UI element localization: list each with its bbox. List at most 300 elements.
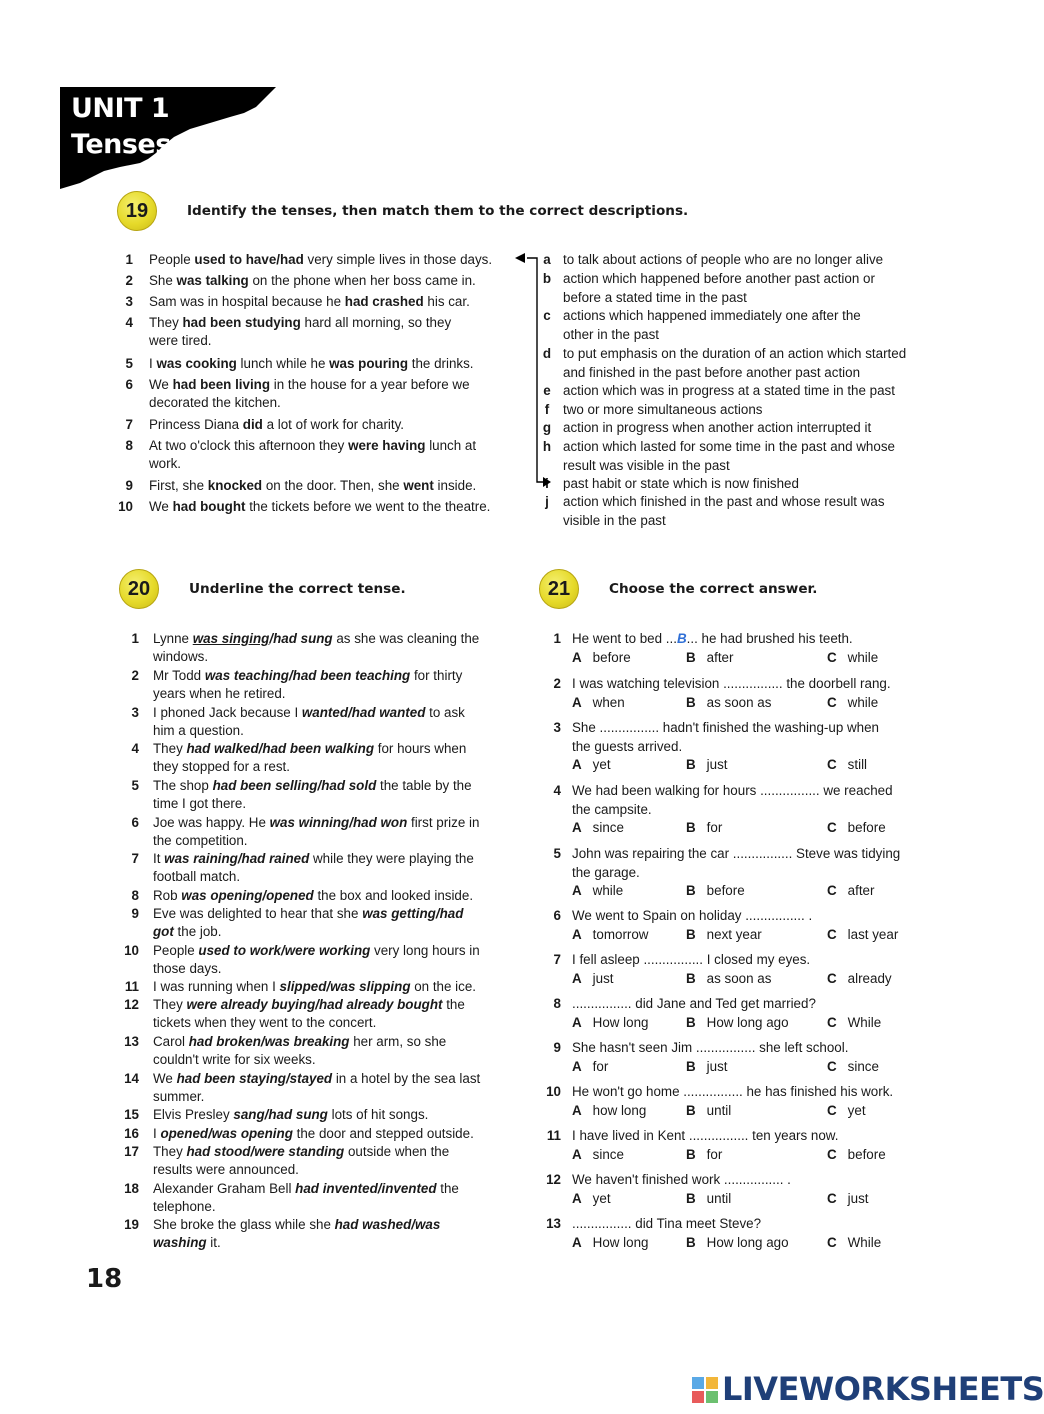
item-line — [153, 1180, 459, 1198]
item-number: 13 — [124, 1034, 139, 1049]
item-line — [153, 1125, 474, 1143]
question-number: 9 — [553, 1040, 561, 1055]
question-text — [572, 845, 900, 863]
description-letter: d — [542, 346, 552, 361]
text-run: the — [436, 1181, 459, 1196]
answer-option-b[interactable] — [686, 694, 771, 712]
text-run: lunch at — [425, 438, 477, 453]
option-text: before — [847, 820, 886, 835]
answer-option-b[interactable] — [686, 756, 728, 774]
text-run: inside. — [433, 478, 477, 493]
item-line — [153, 905, 463, 923]
text-run: very simple lives in those days. — [303, 252, 493, 267]
description-letter: a — [543, 252, 551, 267]
answer-option-b[interactable] — [686, 1146, 722, 1164]
text-run: ... he had brushed his teeth. — [686, 631, 853, 646]
text-run: time I got there. — [153, 796, 247, 811]
text-run: was pouring — [329, 356, 409, 371]
text-run: washing — [153, 1235, 207, 1250]
answer-option-c[interactable] — [827, 1146, 886, 1164]
item-continuation — [153, 685, 286, 703]
text-run: summer. — [153, 1089, 205, 1104]
item-number: 9 — [131, 906, 139, 921]
exercise-20-instruction: Underline the correct tense. — [189, 581, 406, 597]
option-text: for — [706, 820, 723, 835]
item-continuation — [153, 648, 208, 666]
page-number: 18 — [86, 1264, 123, 1294]
option-letter: C — [827, 1015, 837, 1030]
option-letter: A — [572, 1191, 582, 1206]
item-continuation — [153, 868, 240, 886]
text-run: They — [149, 315, 183, 330]
description-line: action which finished in the past and whose result was — [563, 494, 885, 509]
text-run: had been selling/had sold — [212, 778, 377, 793]
option-letter: C — [827, 883, 837, 898]
question-text — [572, 907, 812, 925]
text-run: She hasn't seen Jim ................ she left school. — [572, 1040, 849, 1055]
item-continuation — [153, 1088, 204, 1106]
description-letter: b — [542, 271, 552, 286]
text-run: Joe was happy. He — [153, 815, 270, 830]
text-run: were having — [348, 438, 426, 453]
question-number: 3 — [553, 720, 561, 735]
option-text: for — [706, 1147, 723, 1162]
option-letter: B — [686, 883, 696, 898]
option-text: next year — [706, 927, 762, 942]
answer-option-b[interactable] — [686, 1234, 789, 1252]
sentence-line — [149, 251, 492, 269]
answer-option-a[interactable] — [572, 882, 623, 900]
option-letter: B — [686, 1103, 696, 1118]
text-run: lots of hit songs. — [327, 1107, 429, 1122]
text-run: People — [149, 252, 195, 267]
text-run: opened/was opening — [160, 1126, 293, 1141]
sentence-line — [149, 498, 490, 516]
text-run: first prize in — [407, 815, 480, 830]
sentence-number: 3 — [125, 294, 133, 309]
option-text: when — [592, 695, 625, 710]
answer-option-b[interactable] — [686, 970, 771, 988]
answer-option-c[interactable] — [827, 1058, 879, 1076]
text-run: outside when the — [344, 1144, 450, 1159]
question-number: 12 — [546, 1172, 561, 1187]
option-letter: C — [827, 650, 837, 665]
text-run: the competition. — [153, 833, 248, 848]
text-run: I was watching television ................ the doorbell rang. — [572, 676, 891, 691]
text-run: I was running when I — [153, 979, 280, 994]
option-text: just — [706, 1059, 728, 1074]
answer-option-b[interactable] — [686, 926, 762, 944]
answer-option-c[interactable] — [827, 819, 886, 837]
item-number: 7 — [131, 851, 139, 866]
unit-title: Tenses — [71, 129, 171, 160]
description-letter: j — [545, 494, 549, 509]
description-line: and finished in the past before another past action — [563, 364, 861, 380]
option-letter: C — [827, 695, 837, 710]
text-run: had walked/had been walking — [186, 741, 375, 756]
item-number: 16 — [124, 1126, 139, 1141]
exercise-19-instruction: Identify the tenses, then match them to the correct descriptions. — [187, 203, 689, 219]
answer-option-a[interactable] — [572, 1014, 649, 1032]
option-letter: A — [572, 820, 582, 835]
text-run: had bought — [172, 499, 246, 514]
question-number: 10 — [546, 1084, 561, 1099]
answer-option-c[interactable] — [827, 970, 892, 988]
question-text — [572, 1039, 848, 1057]
text-run: She broke the glass while she — [153, 1217, 335, 1232]
answer-option-a[interactable] — [572, 1146, 624, 1164]
text-run: Eve was delighted to hear that she — [153, 906, 363, 921]
option-text: until — [706, 1191, 732, 1206]
option-letter: B — [686, 695, 696, 710]
text-run: went — [403, 478, 434, 493]
question-text — [572, 1215, 761, 1233]
text-run: the tickets before we went to the theatre. — [245, 499, 491, 514]
answer-option-a[interactable] — [572, 1102, 646, 1120]
answer-option-c[interactable] — [827, 1234, 881, 1252]
item-number: 14 — [124, 1071, 139, 1086]
text-run: We went to Spain on holiday ................ . — [572, 908, 813, 923]
option-letter: B — [686, 927, 696, 942]
text-run: Sam was in hospital because he — [149, 294, 345, 309]
option-text: since — [592, 1147, 624, 1162]
item-number: 2 — [131, 668, 139, 683]
item-line — [153, 978, 476, 996]
item-line — [153, 942, 480, 960]
item-line — [153, 740, 466, 758]
text-run: had crashed — [344, 294, 424, 309]
answer-option-a[interactable] — [572, 756, 611, 774]
item-line — [153, 850, 474, 868]
description-line: action which happened before another past action or — [563, 271, 875, 286]
option-text: yet — [847, 1103, 866, 1118]
text-run: I fell asleep ................ I closed my eyes. — [572, 952, 811, 967]
sentence-line — [149, 437, 476, 455]
text-run: football match. — [153, 869, 241, 884]
text-run: hard all morning, so they — [300, 315, 452, 330]
answer-option-c[interactable] — [827, 1190, 869, 1208]
option-letter: A — [572, 927, 582, 942]
text-run: We had been walking for hours ................ we reached — [572, 783, 893, 798]
text-run: We — [153, 1071, 177, 1086]
text-run: They — [153, 997, 187, 1012]
question-continuation: the garage. — [572, 864, 640, 880]
option-text: while — [847, 695, 879, 710]
option-letter: C — [827, 1059, 837, 1074]
text-run: He won't go home ................ he has finished his work. — [572, 1084, 894, 1099]
option-text: tomorrow — [592, 927, 649, 942]
option-letter: C — [827, 971, 837, 986]
text-run: used to work/were working — [198, 943, 371, 958]
option-text: how long — [592, 1103, 647, 1118]
text-run: was talking — [176, 273, 249, 288]
sentence-line — [149, 477, 476, 495]
text-run: had sung — [273, 631, 333, 646]
text-run: his car. — [423, 294, 470, 309]
option-text: just — [847, 1191, 869, 1206]
option-letter: A — [572, 1235, 582, 1250]
exercise-19-badge: 19 — [117, 191, 157, 231]
option-letter: B — [686, 757, 696, 772]
answer-option-b[interactable] — [686, 1014, 789, 1032]
item-continuation — [153, 960, 221, 978]
description-letter: g — [542, 420, 552, 435]
question-text — [572, 995, 816, 1013]
option-letter: A — [572, 650, 582, 665]
answer-option-b[interactable] — [686, 1190, 731, 1208]
option-letter: B — [686, 1059, 696, 1074]
text-run: We — [149, 377, 173, 392]
item-line — [153, 1216, 440, 1234]
option-text: for — [592, 1059, 609, 1074]
text-run: in a hotel by the sea last — [332, 1071, 481, 1086]
option-text: How long — [592, 1015, 649, 1030]
sentence-number: 4 — [125, 315, 133, 330]
text-run: the drinks. — [408, 356, 474, 371]
exercise-21-instruction: Choose the correct answer. — [609, 581, 818, 597]
text-run: had been living — [172, 377, 271, 392]
text-run: Lynne — [153, 631, 193, 646]
text-run: to ask — [425, 705, 465, 720]
sentence-number: 10 — [118, 499, 133, 514]
text-run: was cooking — [156, 356, 237, 371]
description-letter: h — [542, 439, 552, 454]
answer-option-a[interactable] — [572, 1058, 608, 1076]
text-run: was winning/had won — [269, 815, 408, 830]
text-run: had stood/were standing — [186, 1144, 345, 1159]
answer-option-c[interactable] — [827, 1014, 881, 1032]
text-run: The shop — [153, 778, 213, 793]
text-run: I — [153, 1126, 161, 1141]
description-line: result was visible in the past — [563, 457, 730, 473]
option-text: How long ago — [706, 1235, 789, 1250]
answer-option-c[interactable] — [827, 926, 898, 944]
text-run: was singing — [192, 631, 270, 646]
text-run: lunch while he — [236, 356, 330, 371]
question-number: 6 — [553, 908, 561, 923]
text-run: She ................ hadn't finished the washing-up when — [572, 720, 880, 735]
answer-option-a[interactable] — [572, 926, 648, 944]
option-letter: B — [686, 820, 696, 835]
sentence-continuation: work. — [149, 456, 181, 471]
item-continuation — [153, 1198, 216, 1216]
answer-option-a[interactable] — [572, 649, 631, 667]
text-run: He went to bed ... — [572, 631, 677, 646]
text-run: results were announced. — [153, 1162, 299, 1177]
option-text: still — [847, 757, 868, 772]
answer-option-c[interactable] — [827, 649, 878, 667]
answer-option-a[interactable] — [572, 970, 614, 988]
text-run: it. — [206, 1235, 221, 1250]
answer-option-c[interactable] — [827, 694, 878, 712]
liveworksheets-logo-icon — [692, 1377, 718, 1403]
sentence-line — [149, 376, 470, 394]
item-line — [153, 1143, 449, 1161]
item-continuation — [153, 722, 244, 740]
answer-option-c[interactable] — [827, 882, 874, 900]
item-line — [153, 996, 465, 1014]
text-run: on the ice. — [410, 979, 477, 994]
text-run: was getting/had — [362, 906, 464, 921]
text-run: I phoned Jack because I — [153, 705, 302, 720]
text-run: on the door. Then, she — [262, 478, 404, 493]
unit-number: UNIT 1 — [71, 93, 170, 124]
question-number: 5 — [553, 846, 561, 861]
text-run: those days. — [153, 961, 222, 976]
sentence-line — [149, 293, 470, 311]
option-letter: C — [827, 1103, 837, 1118]
question-number: 2 — [553, 676, 561, 691]
answer-option-c[interactable] — [827, 1102, 866, 1120]
option-letter: A — [572, 1059, 582, 1074]
text-run: a lot of work for charity. — [262, 417, 405, 432]
answer-option-b[interactable] — [686, 1058, 728, 1076]
option-letter: A — [572, 1147, 582, 1162]
text-run: the table by the — [376, 778, 472, 793]
option-text: While — [847, 1235, 882, 1250]
exercise-20-badge: 20 — [119, 569, 159, 609]
option-text: until — [706, 1103, 732, 1118]
text-run: ................ did Tina meet Steve? — [572, 1216, 762, 1231]
text-run: We haven't finished work ................ . — [572, 1172, 791, 1187]
text-run: ................ did Jane and Ted get married? — [572, 996, 816, 1011]
option-letter: C — [827, 1147, 837, 1162]
item-continuation — [153, 758, 290, 776]
option-letter: B — [686, 1191, 696, 1206]
sentence-number: 8 — [125, 438, 133, 453]
item-line — [153, 1106, 428, 1124]
item-line — [153, 1033, 446, 1051]
option-letter: C — [827, 927, 837, 942]
item-number: 1 — [131, 631, 139, 646]
option-letter: B — [686, 1147, 696, 1162]
text-run: had invented/invented — [295, 1181, 437, 1196]
option-text: before — [706, 883, 745, 898]
sentence-number: 5 — [125, 356, 133, 371]
answer-option-c[interactable] — [827, 756, 867, 774]
option-text: last year — [847, 927, 899, 942]
text-run: People — [153, 943, 199, 958]
option-text: after — [706, 650, 734, 665]
description-letter: f — [544, 402, 550, 417]
item-line — [153, 814, 479, 832]
text-run: knocked — [207, 478, 263, 493]
question-text — [572, 630, 853, 648]
text-run: I have lived in Kent ................ ten years now. — [572, 1128, 839, 1143]
sentence-continuation: decorated the kitchen. — [149, 395, 281, 410]
answer-option-a[interactable] — [572, 1190, 611, 1208]
text-run: had been studying — [182, 315, 301, 330]
answer-option-b[interactable] — [686, 882, 745, 900]
option-letter: A — [572, 695, 582, 710]
option-text: already — [847, 971, 892, 986]
sentence-number: 6 — [125, 377, 133, 392]
description-line: two or more simultaneous actions — [563, 402, 763, 417]
option-text: just — [592, 971, 614, 986]
text-run: had washed/was — [334, 1217, 441, 1232]
text-run: on the phone when her boss came in. — [248, 273, 476, 288]
option-text: just — [706, 757, 728, 772]
description-line: action which was in progress at a stated time in the past — [563, 383, 895, 398]
text-run: very long hours in — [370, 943, 480, 958]
question-number: 4 — [553, 783, 561, 798]
answer-option-a[interactable] — [572, 819, 624, 837]
text-run: the box and looked inside. — [313, 888, 474, 903]
option-text: since — [592, 820, 624, 835]
option-letter: A — [572, 883, 582, 898]
description-letter: e — [543, 383, 551, 398]
description-line: before a stated time in the past — [563, 289, 747, 305]
answer-option-a[interactable] — [572, 1234, 649, 1252]
item-continuation — [153, 1161, 299, 1179]
text-run: They — [153, 741, 187, 756]
item-line — [153, 667, 462, 685]
item-number: 10 — [124, 943, 139, 958]
option-text: before — [592, 650, 631, 665]
description-line: to talk about actions of people who are no longer alive — [563, 252, 884, 267]
option-letter: A — [572, 757, 582, 772]
option-letter: B — [686, 1015, 696, 1030]
option-text: while — [592, 883, 624, 898]
option-letter: C — [827, 1191, 837, 1206]
description-line: visible in the past — [563, 512, 666, 528]
option-text: How long ago — [706, 1015, 789, 1030]
item-line — [153, 1070, 480, 1088]
text-run: windows. — [153, 649, 209, 664]
text-run: John was repairing the car ................ Steve was tidying — [572, 846, 901, 861]
item-number: 3 — [131, 705, 139, 720]
question-text — [572, 1127, 838, 1145]
item-number: 17 — [124, 1144, 139, 1159]
item-continuation — [153, 1051, 316, 1069]
option-text: yet — [592, 1191, 611, 1206]
option-letter: B — [686, 971, 696, 986]
description-line: action in progress when another action interrupted it — [563, 420, 872, 435]
answer-option-b[interactable] — [686, 649, 733, 667]
text-run: while they were playing the — [309, 851, 474, 866]
text-run: tickets when they went to the concert. — [153, 1015, 377, 1030]
text-run: had broken/was breaking — [188, 1034, 350, 1049]
text-run: They — [153, 1144, 187, 1159]
question-text — [572, 1171, 791, 1189]
text-run: First, she — [149, 478, 208, 493]
text-run: was teaching/had been teaching — [204, 668, 411, 683]
description-line: past habit or state which is now finished — [563, 476, 799, 491]
option-text: after — [847, 883, 875, 898]
description-line: actions which happened immediately one after the — [563, 308, 861, 323]
sentence-number: 1 — [125, 252, 133, 267]
description-letter: c — [543, 308, 551, 323]
item-number: 12 — [124, 997, 139, 1012]
answer-option-a[interactable] — [572, 694, 625, 712]
liveworksheets-brand: LIVEWORKSHEETS — [722, 1370, 1044, 1408]
text-run: the — [442, 997, 465, 1012]
text-run: was opening/opened — [181, 888, 314, 903]
text-run: got — [153, 924, 174, 939]
question-continuation: the campsite. — [572, 801, 652, 817]
answer-option-b[interactable] — [686, 1102, 731, 1120]
item-line — [153, 887, 473, 905]
item-number: 19 — [124, 1217, 139, 1232]
option-letter: C — [827, 1235, 837, 1250]
item-number: 6 — [131, 815, 139, 830]
text-run: for thirty — [410, 668, 463, 683]
item-continuation — [153, 1014, 376, 1032]
option-text: since — [847, 1059, 879, 1074]
text-run: for hours when — [374, 741, 467, 756]
answer-option-b[interactable] — [686, 819, 722, 837]
option-letter: C — [827, 757, 837, 772]
